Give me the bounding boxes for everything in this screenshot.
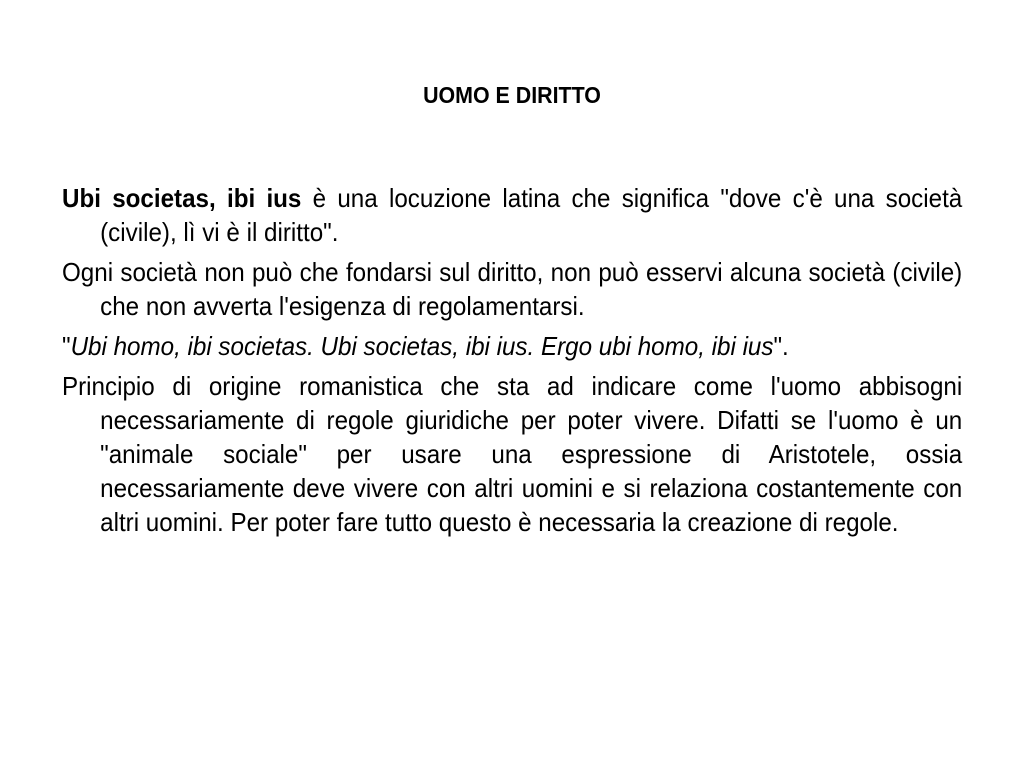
close-quote: ". [773,331,789,361]
slide-body [62,181,962,545]
principle-text: Principio di origine romanistica che sta ad indicare come l'uomo abbisogni necessariamente di regole giuridiche per poter vivere. Difatti se l'uomo è un "animale sociale" per usare una espressione di Aristotele, ossia necessariamente deve vivere con altri uomini e si relaziona costantemente con altri uomini. Per poter fare tutto questo è necessaria la creazione di regole. [62,371,963,537]
open-quote: " [62,331,71,361]
paragraph-latin-quote [62,329,962,363]
society-law-text: Ogni società non può che fondarsi sul diritto, non può esservi alcuna società (civile) che non avverta l'esigenza di regolamentarsi. [62,257,963,321]
definition-text: è una locuzione latina che significa "dove c'è una società (civile), lì vi è il diritto". [100,183,963,247]
paragraph-definition [62,181,962,249]
paragraph-society-law [62,255,962,323]
latin-phrase-bold: Ubi societas, ibi ius [62,183,302,213]
latin-quote-italic: Ubi homo, ibi societas. Ubi societas, ibi ius. Ergo ubi homo, ibi ius [70,331,774,361]
slide-title: UOMO E DIRITTO [423,82,601,108]
paragraph-principle [62,369,962,539]
